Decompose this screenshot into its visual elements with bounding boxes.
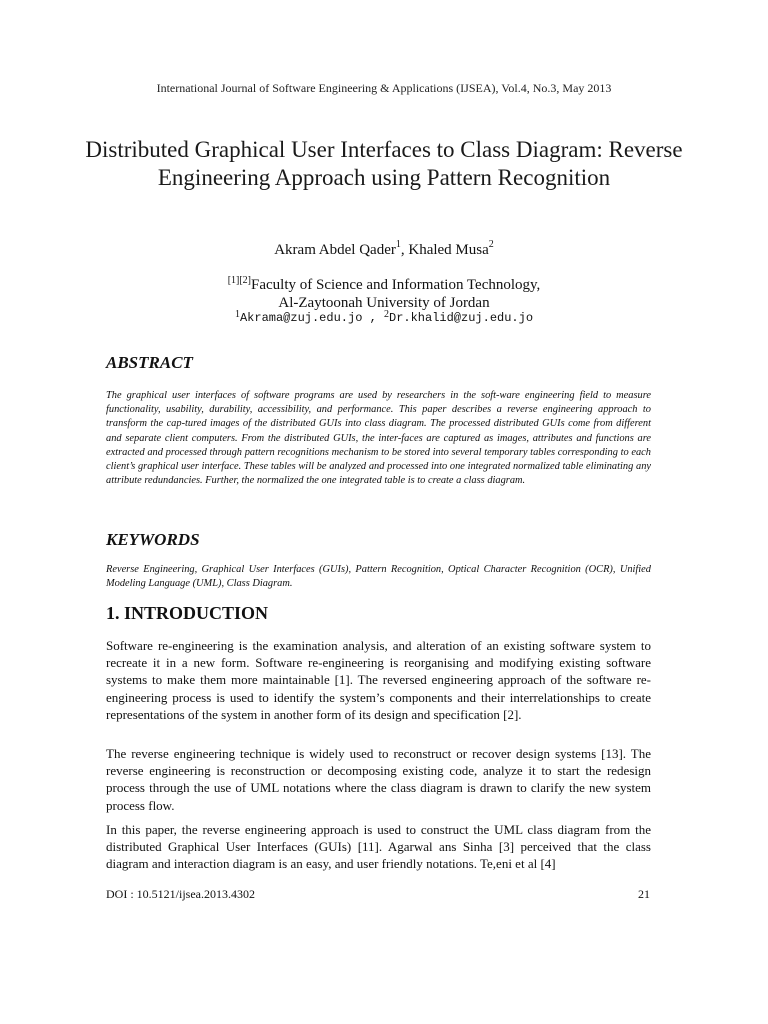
body-paragraph: The reverse engineering technique is widely used to reconstruct or recover design systems [13]. The reverse engineering is reconstruction or decomposing existing code, analyze it to start the redesign process through the use of UML notations where the class diagram is drawn to clarify the new system process flow. (106, 746, 651, 813)
author-line (0, 240, 768, 260)
affiliation (0, 276, 768, 312)
paper-title: Distributed Graphical User Interfaces to Class Diagram: Reverse Engineering Approach using Pattern Recognition (85, 137, 683, 190)
author-name: Khaled Musa (408, 242, 489, 258)
body-paragraph: Software re-engineering is the examination analysis, and alteration of an existing software system to recreate it in a new form. Software re-engineering is reorganising and modifying existing software systems to make them more maintainable [1]. The reversed engineering approach of the software re-engineering process is used to identify the system’s components and their interrelationships to create representations of the system in another form of its design and specification [2]. (106, 638, 651, 722)
email-marker: 2 (384, 309, 389, 320)
body-paragraph: In this paper, the reverse engineering approach is used to construct the UML class diagram from the distributed Graphical User Interfaces (GUIs) [11]. Agarwal ans Sinha [3] perceived that the class diagram and interaction diagram is an easy, and user friendly notations. Te,eni et al [4] (106, 822, 651, 872)
keywords-text: Reverse Engineering, Graphical User Interfaces (GUIs), Pattern Recognition, Optical Character Recognition (OCR), Unified Modeling Language (UML), Class Diagram. (106, 564, 651, 590)
abstract-heading: ABSTRACT (106, 353, 193, 372)
email-link[interactable]: Dr.khalid@zuj.edu.jo (389, 311, 534, 325)
author-separator: , (400, 242, 409, 258)
author-emails (0, 310, 768, 326)
author-affil-marker: 1 (395, 239, 401, 250)
affiliation-line-2: Al-Zaytoonah University of Jordan (278, 295, 490, 311)
introduction-heading: 1. INTRODUCTION (106, 603, 269, 623)
keywords-heading: KEYWORDS (106, 530, 200, 549)
affiliation-marker: [1][2] (227, 275, 252, 286)
abstract-text: The graphical user interfaces of software programs are used by researchers in the soft-ware engineering field to measure functionality, usability, durability, accessibility, and performance. This paper describes a reverse engineering approach to transform the cap-tured images of the distributed GUIs into class diagram. The processed distributed GUIs come from different and separate client computers. From the distributed GUIs, the inter-faces are captured as images, attributes and functions are extracted and processed through pattern recognitions mechanism to be stored into several temporary tables corresponding to each client’s graphical user interface. These tables will be analyzed and processed into one integrated normalized table eliminating any attribute redundancies. Further, the normalized the one integrated table is to create a class diagram. (106, 390, 651, 487)
running-head: International Journal of Software Engineering & Applications (IJSEA), Vol.4, No.3, May 2013 (156, 81, 612, 95)
email-separator: , (362, 311, 384, 325)
affiliation-faculty: Faculty of Science and Information Technology, (251, 277, 541, 293)
footer-doi: DOI : 10.5121/ijsea.2013.4302 (106, 887, 255, 901)
author-affil-marker: 2 (488, 239, 494, 250)
page-number: 21 (638, 887, 650, 901)
author-name: Akram Abdel Qader (274, 242, 396, 258)
email-link[interactable]: Akrama@zuj.edu.jo (239, 311, 363, 325)
email-marker: 1 (234, 309, 240, 320)
affiliation-line-1 (0, 276, 768, 294)
